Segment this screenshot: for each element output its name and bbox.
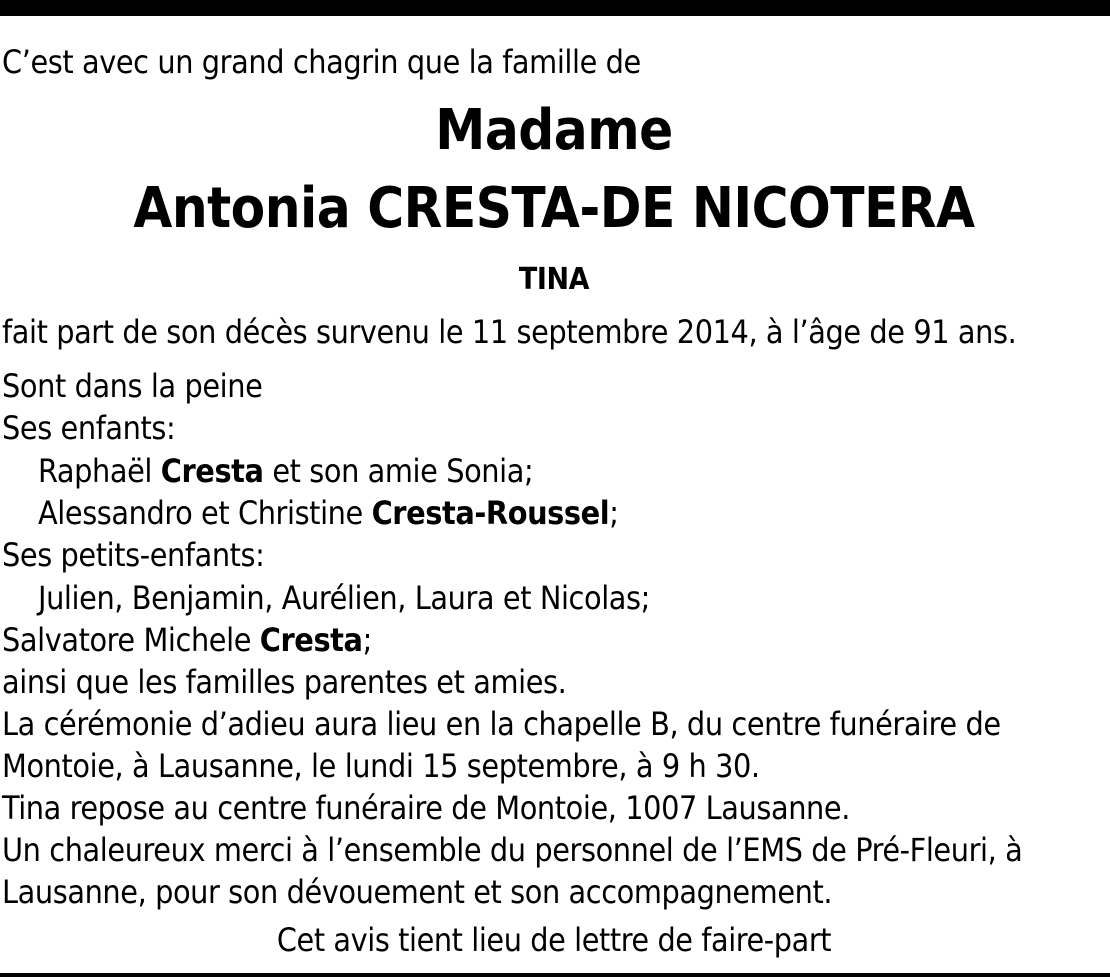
- closing-text: Cet avis tient lieu de lettre de faire-part: [276, 921, 832, 959]
- relative-entry: Salvatore Michele Cresta;: [2, 621, 372, 659]
- intro-text: C’est avec un grand chagrin que la famille de: [2, 43, 641, 81]
- nickname: TINA: [518, 262, 590, 297]
- children-label: Ses enfants:: [2, 409, 176, 447]
- honorific: Madame: [435, 98, 673, 163]
- ceremony-text: Montoie, à Lausanne, le lundi 15 septembre, à 9 h 30.: [2, 747, 760, 785]
- ceremony-text: La cérémonie d’adieu aura lieu en la chapelle B, du centre funéraire de: [2, 705, 1001, 743]
- top-rule: [0, 0, 1110, 16]
- child-entry: Alessandro et Christine Cresta-Roussel;: [38, 494, 619, 532]
- bottom-rule: [0, 973, 1110, 977]
- grandchildren-list: Julien, Benjamin, Aurélien, Laura et Nicolas;: [38, 579, 650, 617]
- families-text: ainsi que les familles parentes et amies.: [2, 663, 567, 701]
- deceased-name: Antonia CRESTA-DE NICOTERA: [133, 176, 975, 241]
- announcement-text: fait part de son décès survenu le 11 septembre 2014, à l’âge de 91 ans.: [2, 313, 1017, 351]
- rest-place-text: Tina repose au centre funéraire de Montoie, 1007 Lausanne.: [2, 789, 850, 827]
- mourners-intro: Sont dans la peine: [2, 367, 263, 405]
- thanks-text: Un chaleureux merci à l’ensemble du personnel de l’EMS de Pré-Fleuri, à: [2, 831, 1023, 869]
- child-entry: Raphaël Cresta et son amie Sonia;: [38, 452, 534, 490]
- thanks-text: Lausanne, pour son dévouement et son accompagnement.: [2, 873, 833, 911]
- grandchildren-label: Ses petits-enfants:: [2, 536, 265, 574]
